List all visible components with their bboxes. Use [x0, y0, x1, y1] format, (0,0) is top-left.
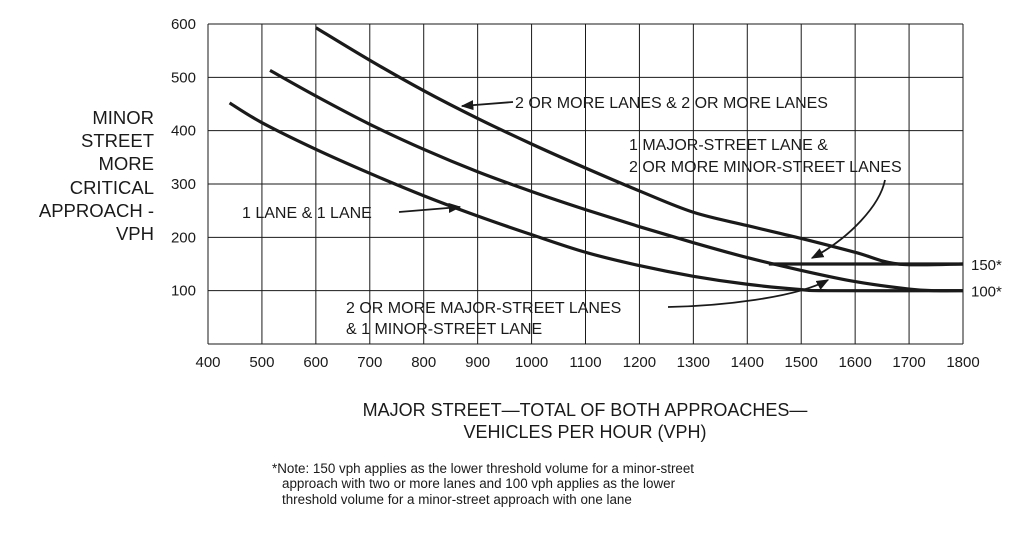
y-axis-label-line: MINOR	[92, 107, 154, 128]
y-axis-label-line: APPROACH -	[38, 199, 154, 221]
annotation-label: 2 OR MORE LANES & 2 OR MORE LANES	[515, 95, 828, 112]
footnote-line: threshold volume for a minor-street approach with one lane	[282, 491, 632, 507]
x-axis-label-line: MAJOR STREET—TOTAL OF BOTH APPROACHES—	[362, 400, 808, 420]
x-tick-label: 1700	[892, 354, 926, 371]
footnote-line: approach with two or more lanes and 100 vph applies as the lower	[282, 476, 676, 492]
x-tick-label: 1100	[569, 354, 602, 371]
annotation-label: 1 LANE & 1 LANE	[242, 205, 372, 222]
y-tick-label: 100	[170, 282, 196, 300]
annotation-label: 2 OR MORE MINOR-STREET LANES	[629, 159, 902, 176]
annotation-arrow	[812, 180, 885, 258]
y-axis-label-line: MORE	[98, 153, 154, 175]
annotation-label: 2 OR MORE MAJOR-STREET LANES	[346, 300, 622, 317]
footnote	[272, 461, 694, 507]
y-tick-label: 500	[170, 69, 196, 87]
threshold-label: 100*	[971, 283, 1002, 301]
x-tick-label: 1000	[514, 354, 549, 371]
x-tick-label: 1500	[784, 354, 818, 371]
y-tick-label: 600	[170, 16, 196, 33]
x-tick-label: 1200	[622, 354, 657, 371]
y-tick-label: 300	[170, 176, 196, 193]
footnote-line: *Note: 150 vph applies as the lower threshold volume for a minor-street	[272, 461, 695, 476]
y-axis-label-line: VPH	[115, 223, 154, 245]
x-tick-label: 500	[249, 354, 275, 371]
x-tick-label: 700	[357, 354, 383, 371]
annotation-arrow	[399, 207, 460, 212]
annotation-label: 1 MAJOR-STREET LANE &	[629, 137, 828, 154]
x-tick-label: 1600	[838, 354, 872, 371]
annotation-arrow	[462, 102, 513, 106]
x-tick-label: 1800	[946, 354, 980, 371]
x-tick-label: 1400	[730, 354, 764, 371]
y-tick-label: 400	[170, 122, 196, 140]
x-tick-label: 800	[411, 354, 437, 371]
y-axis-label	[8, 106, 154, 245]
x-tick-label: 900	[465, 354, 491, 371]
x-tick-label: 600	[303, 354, 329, 371]
y-tick-label: 200	[170, 229, 196, 247]
y-axis-label-line: CRITICAL	[69, 176, 154, 198]
x-axis-label-line: VEHICLES PER HOUR (VPH)	[463, 422, 707, 442]
y-axis-label-line: STREET	[81, 130, 154, 152]
x-tick-label: 1300	[676, 354, 711, 371]
annotation-label: & 1 MINOR-STREET LANE	[346, 321, 543, 338]
x-tick-label: 400	[195, 354, 221, 371]
threshold-label: 150*	[971, 257, 1002, 274]
